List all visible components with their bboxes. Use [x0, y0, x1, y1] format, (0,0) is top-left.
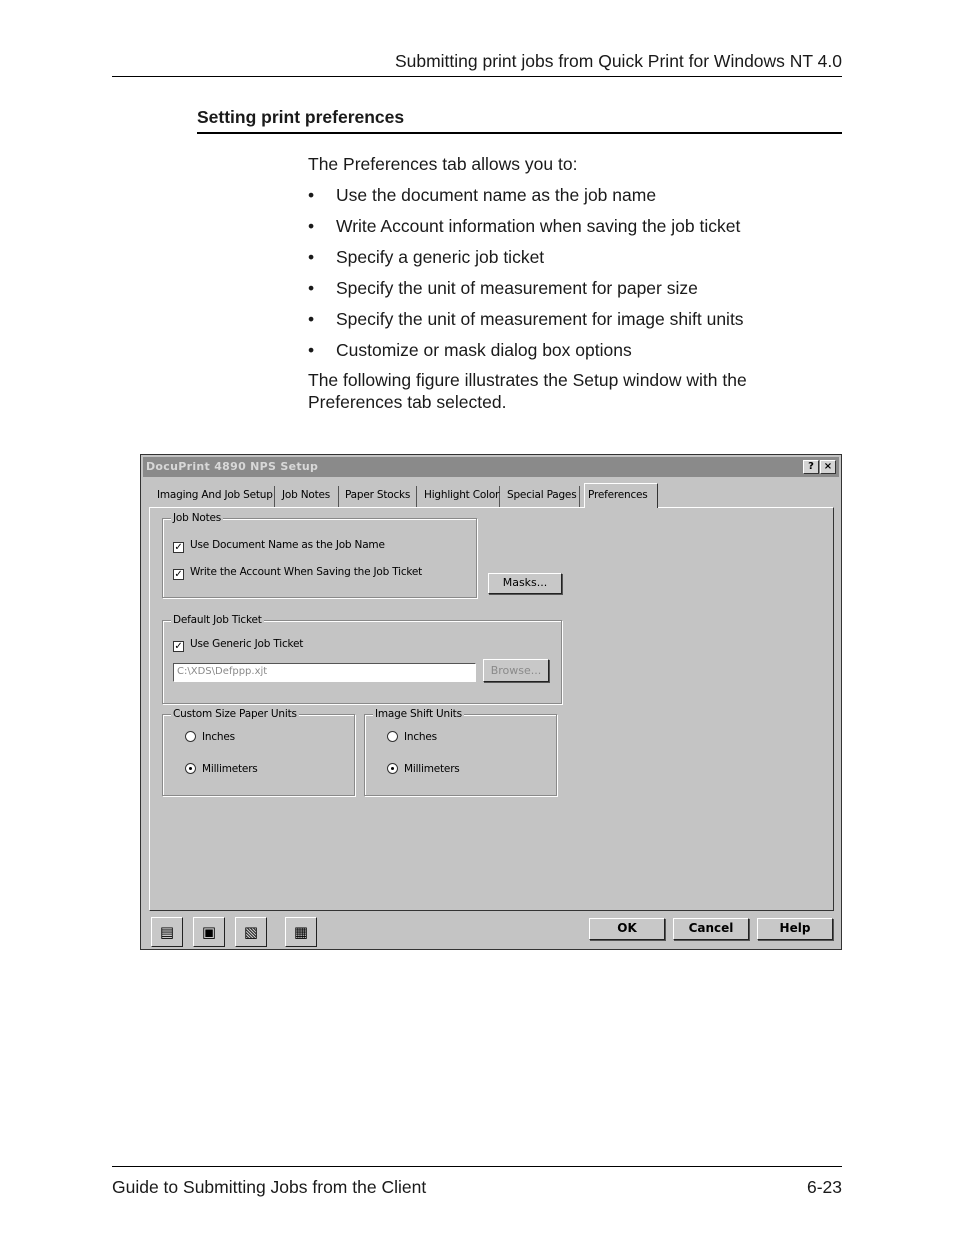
- list-item: • Use the document name as the job name: [308, 185, 657, 205]
- ok-button[interactable]: OK: [589, 918, 665, 940]
- job-ticket-path-input[interactable]: C:\XDS\Defppp.xjt: [173, 663, 476, 682]
- shift-units-label: Image Shift Units: [375, 708, 462, 720]
- shift-units-inches-radio[interactable]: Inches: [387, 730, 437, 744]
- paper-units-label: Custom Size Paper Units: [173, 708, 297, 720]
- browse-button[interactable]: Browse...: [483, 659, 549, 682]
- setup-dialog: [140, 454, 842, 950]
- paper-units-group: [162, 708, 355, 796]
- paper-units-millimeters-radio[interactable]: Millimeters: [185, 762, 258, 776]
- preferences-panel: [149, 507, 834, 911]
- radio-on-icon: [185, 763, 196, 774]
- open-folder-icon[interactable]: ▧: [235, 917, 267, 947]
- dialog-titlebar: [143, 457, 839, 477]
- running-header: Submitting print jobs from Quick Print for Windows NT 4.0: [112, 50, 842, 77]
- tab-special-pages[interactable]: Special Pages: [504, 486, 580, 507]
- page-footer: [112, 1166, 842, 1198]
- tab-job-notes[interactable]: Job Notes: [279, 486, 339, 507]
- intro-paragraph: The Preferences tab allows you to:: [308, 154, 578, 174]
- guide-title: Guide to Submitting Jobs from the Client: [112, 1177, 427, 1197]
- checkbox-checked-icon: ✓: [174, 542, 183, 553]
- figure-intro-paragraph: The following figure illustrates the Setup window with the Preferences tab selected.: [308, 370, 747, 412]
- list-item: • Specify the unit of measurement for paper size: [308, 278, 698, 298]
- help-button[interactable]: Help: [757, 918, 833, 940]
- page-number: 6-23: [806, 1177, 842, 1197]
- job-notes-group: [162, 512, 477, 598]
- shift-units-millimeters-radio[interactable]: Millimeters: [387, 762, 460, 776]
- list-item: • Customize or mask dialog box options: [308, 340, 632, 360]
- radio-off-icon: [185, 731, 196, 742]
- dialog-title: DocuPrint 4890 NPS Setup: [146, 460, 319, 473]
- radio-on-icon: [387, 763, 398, 774]
- list-item: • Specify the unit of measurement for image shift units: [308, 309, 744, 329]
- checkbox-checked-icon: ✓: [174, 641, 183, 652]
- use-doc-name-checkbox[interactable]: ✓ Use Document Name as the Job Name: [174, 539, 385, 553]
- cancel-button[interactable]: Cancel: [673, 918, 749, 940]
- write-account-checkbox[interactable]: ✓ Write the Account When Saving the Job Ticket: [174, 566, 423, 580]
- help-icon[interactable]: ?: [803, 460, 819, 474]
- checkbox-checked-icon: ✓: [174, 569, 183, 580]
- use-generic-ticket-checkbox[interactable]: ✓ Use Generic Job Ticket: [174, 638, 304, 652]
- job-ticket-icon[interactable]: ▤: [151, 917, 183, 947]
- feature-list: [308, 184, 842, 370]
- list-item: • Write Account information when saving the job ticket: [308, 216, 741, 236]
- paper-units-inches-radio[interactable]: Inches: [185, 730, 235, 744]
- tab-preferences[interactable]: Preferences: [584, 483, 658, 508]
- tab-imaging-and-job-setup[interactable]: Imaging And Job Setup: [154, 486, 275, 507]
- default-job-ticket-group: [162, 614, 562, 704]
- section-title: Setting print preferences: [197, 106, 842, 134]
- tab-highlight-color[interactable]: Highlight Color: [421, 486, 500, 507]
- default-job-ticket-label: Default Job Ticket: [173, 614, 262, 626]
- radio-off-icon: [387, 731, 398, 742]
- shift-units-group: [364, 708, 557, 796]
- close-icon[interactable]: ×: [820, 460, 836, 474]
- masks-button[interactable]: Masks...: [488, 573, 562, 594]
- save-disk-icon[interactable]: ▣: [193, 917, 225, 947]
- job-ticket-properties-icon[interactable]: ▦: [285, 917, 317, 947]
- tab-paper-stocks[interactable]: Paper Stocks: [342, 486, 417, 507]
- list-item: • Specify a generic job ticket: [308, 247, 545, 267]
- job-notes-label: Job Notes: [173, 512, 222, 524]
